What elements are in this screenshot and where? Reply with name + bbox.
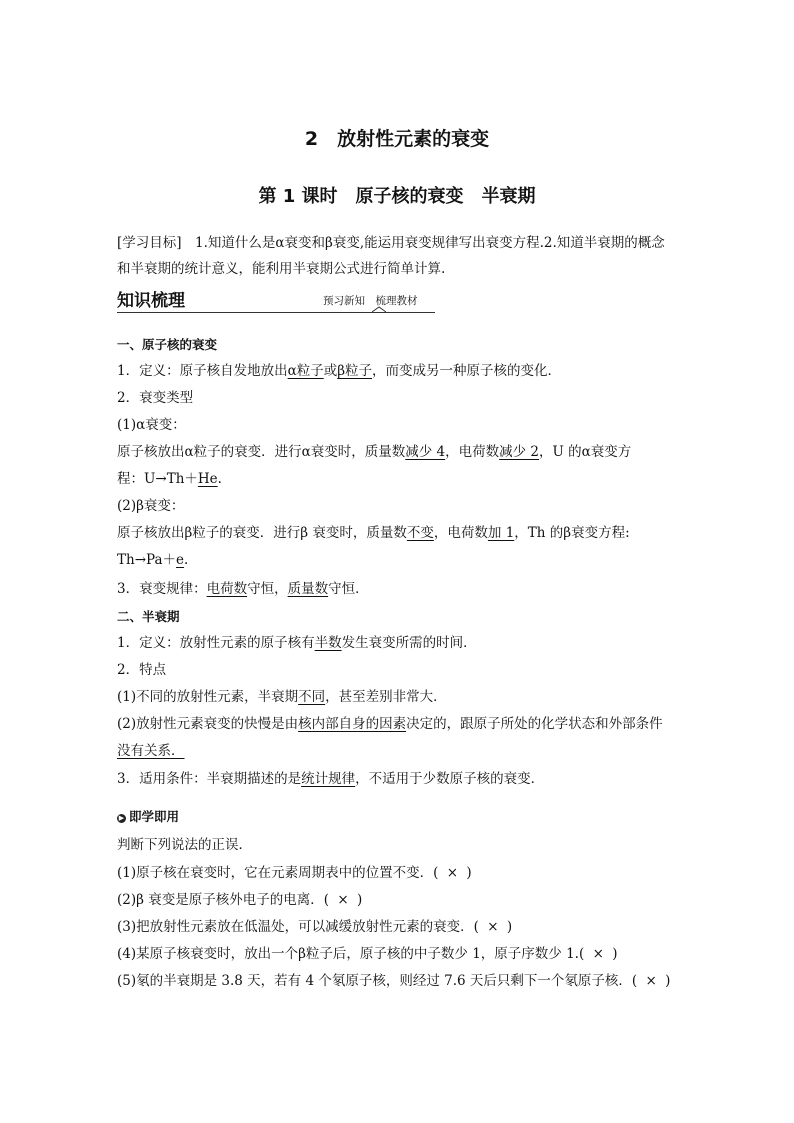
alpha-label: (1)α衰变： <box>117 417 186 433</box>
learning-goals <box>117 230 677 282</box>
feature-2-line1: (2)放射性元素衰变的快慢是由核内部自身的因素决定的，跟原子所处的化学状态和外部条件 <box>117 716 663 732</box>
feature-1: (1)不同的放射性元素，半衰期不同，甚至差别非常大． <box>117 689 447 705</box>
decay-types-heading: 2．衰变类型 <box>117 390 194 406</box>
goals-label: [学习目标] <box>117 235 182 251</box>
goals-text: 1.知道什么是α衰变和β衰变,能运用衰变规律写出衰变方程.2.知道半衰期的概念和半衰期的统计意义，能利用半衰期公式进行简单计算. <box>117 235 665 277</box>
practice-item: (4)某原子核衰变时，放出一个β粒子后，原子核的中子数少 1，原子序数少 1.( × ) <box>117 946 618 962</box>
beta-desc-line1: 原子核放出β粒子的衰变．进行β 衰变时，质量数不变，电荷数加 1，Th 的β衰变方程: <box>117 525 630 541</box>
divider-notch-icon <box>372 306 386 314</box>
section-divider <box>117 312 435 313</box>
feature-2-line2: 没有关系． <box>117 743 185 759</box>
features-heading: 2．特点 <box>117 662 167 678</box>
decay-definition: 1．定义：原子核自发地放出α粒子或β粒子，而变成另一种原子核的变化． <box>117 363 562 379</box>
alpha-equation: 程：U→Th＋He. <box>117 471 222 487</box>
practice-intro: 判断下列说法的正误． <box>117 837 252 853</box>
knowledge-section-title: 知识梳理 <box>117 291 185 311</box>
practice-item: (2)β 衰变是原子核外电子的电离．( × ) <box>117 892 363 908</box>
halflife-definition: 1．定义：放射性元素的原子核有半数发生衰变所需的时间． <box>117 635 477 651</box>
chapter-title: 2 放射性元素的衰变 <box>304 128 490 150</box>
knowledge-section-subtitle: 预习新知 梳理教材 <box>323 295 418 307</box>
section2-heading: 二、半衰期 <box>117 609 180 624</box>
practice-item: (3)把放射性元素放在低温处，可以减缓放射性元素的衰变．( × ) <box>117 919 513 935</box>
practice-item: (1)原子核在衰变时，它在元素周期表中的位置不变．( × ) <box>117 865 472 881</box>
decay-law: 3．衰变规律：电荷数守恒，质量数守恒． <box>117 581 369 597</box>
beta-equation: Th→Pa＋e. <box>117 552 189 568</box>
play-icon: ▶ <box>118 814 125 822</box>
applicability: 3．适用条件：半衰期描述的是统计规律，不适用于少数原子核的衰变． <box>117 771 545 787</box>
lesson-title: 第 1 课时 原子核的衰变 半衰期 <box>258 186 536 207</box>
section1-heading: 一、原子核的衰变 <box>117 337 218 352</box>
practice-item: (5)氡的半衰期是 3.8 天，若有 4 个氡原子核，则经过 7.6 天后只剩下一个氡原子核．( × ) <box>117 973 671 989</box>
beta-label: (2)β衰变： <box>117 498 185 514</box>
practice-heading: ▶ 即学即用 <box>118 809 180 824</box>
alpha-desc-line1: 原子核放出α粒子的衰变．进行α衰变时，质量数减少 4，电荷数减少 2，U 的α衰变方 <box>117 444 632 460</box>
